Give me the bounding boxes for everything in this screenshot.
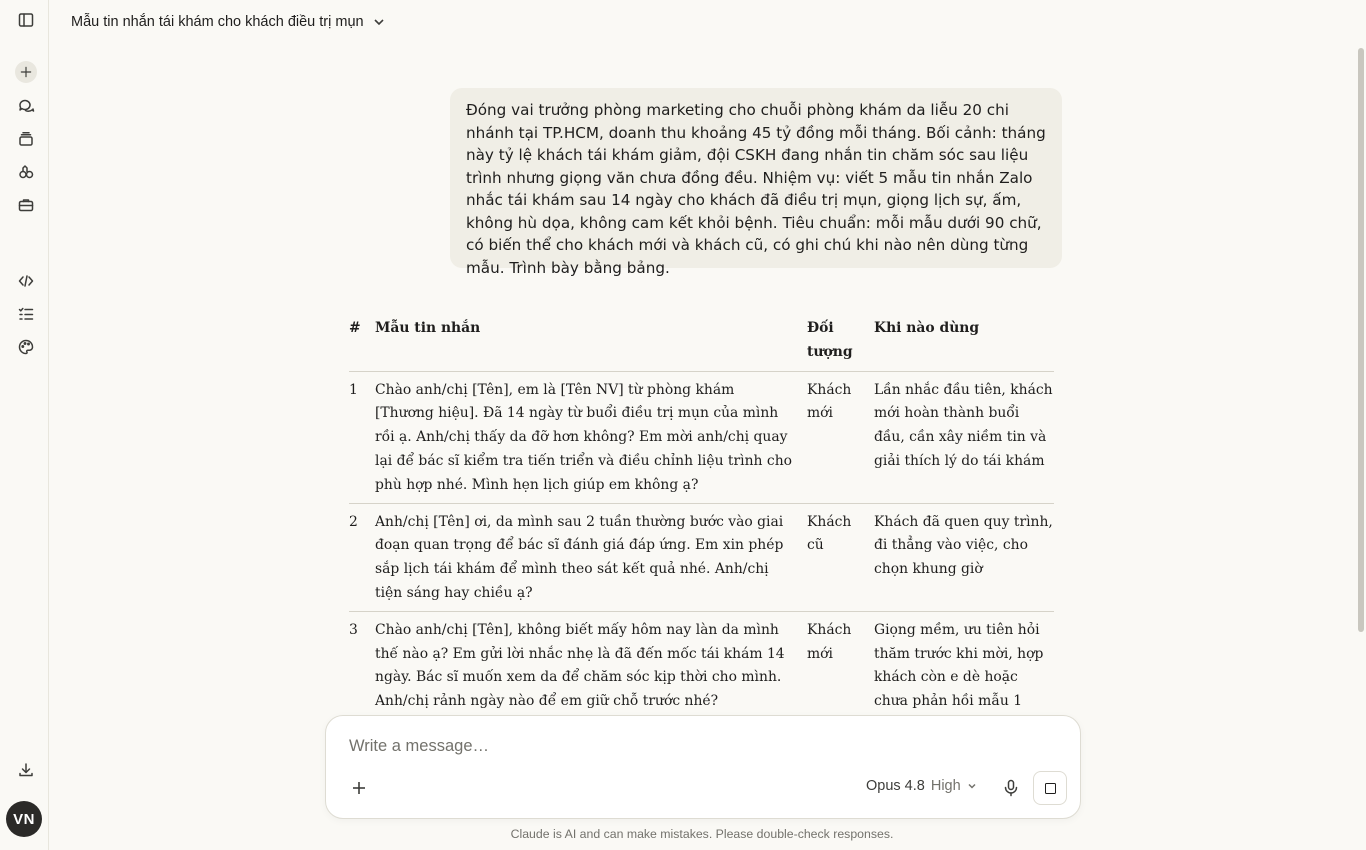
table-row <box>349 503 1054 611</box>
code-icon[interactable] <box>13 268 39 294</box>
row-number: 1 <box>349 371 375 503</box>
usage-note: Lần nhắc đầu tiên, khách mới hoàn thành buổi đầu, cần xây niềm tin và giải thích lý do tái khám <box>874 371 1054 503</box>
conversation-title: Mẫu tin nhắn tái khám cho khách điều trị mụn <box>71 14 364 30</box>
message-template: Chào anh/chị [Tên], không biết mấy hôm nay làn da mình thế nào ạ? Em gửi lời nhắc nhẹ là đã đến mốc tái khám 14 ngày. Bác sĩ muốn xem da để chăm sóc kịp thời cho mình. Anh/chị rảnh ngày nào để em giữ chỗ trước nhé? <box>375 611 807 717</box>
stop-button[interactable] <box>1033 771 1067 805</box>
sidebar <box>0 0 49 850</box>
table-header-row <box>349 313 1054 371</box>
palette-icon[interactable] <box>13 334 39 360</box>
table-row <box>349 611 1054 717</box>
briefcase-icon[interactable] <box>13 192 39 218</box>
audience: Khách mới <box>807 371 874 503</box>
effort-level: High <box>930 778 961 794</box>
plus-icon <box>351 780 367 796</box>
add-attachment-button[interactable] <box>348 777 370 799</box>
table-header-cell: # <box>349 320 361 336</box>
chevron-down-icon <box>967 781 977 791</box>
stop-icon <box>1045 783 1056 794</box>
model-name: Opus 4.8 <box>866 778 925 794</box>
microphone-icon <box>1003 779 1019 797</box>
audience: Khách mới <box>807 611 874 717</box>
sidebar-toggle-icon[interactable] <box>13 7 39 33</box>
row-number: 3 <box>349 611 375 717</box>
message-template: Anh/chị [Tên] ơi, da mình sau 2 tuần thường bước vào giai đoạn quan trọng để bác sĩ đánh giá đáp ứng. Em xin phép sắp lịch tái khám để mình theo sát kết quả nhé. Anh/chị tiện sáng hay chiều ạ? <box>375 503 807 611</box>
table-header-cell: Đối tượng <box>807 320 853 360</box>
assistant-response <box>349 313 1054 717</box>
table-row <box>349 371 1054 503</box>
microphone-button[interactable] <box>1000 777 1022 799</box>
table-header-cell: Khi nào dùng <box>874 320 980 336</box>
usage-note: Khách đã quen quy trình, đi thẳng vào việc, cho chọn khung giờ <box>874 503 1054 611</box>
tasks-icon[interactable] <box>13 301 39 327</box>
chevron-down-icon <box>372 15 386 29</box>
response-table <box>349 313 1054 717</box>
artifacts-icon[interactable] <box>13 159 39 185</box>
download-icon[interactable] <box>13 757 39 783</box>
avatar[interactable]: VN <box>6 801 42 837</box>
user-message: Đóng vai trưởng phòng marketing cho chuỗi phòng khám da liễu 20 chi nhánh tại TP.HCM, doanh thu khoảng 45 tỷ đồng mỗi tháng. Bối cảnh: tháng này tỷ lệ khách tái khám giảm, đội CSKH đang nhắn tin chăm sóc sau liệu trình nhưng giọng văn chưa đồng đều. Nhiệm vụ: viết 5 mẫu tin nhắn Zalo nhắc tái khám sau 14 ngày cho khách đã điều trị mụn, giọng lịch sự, ấm, không hù dọa, không cam kết khỏi bệnh. Tiêu chuẩn: mỗi mẫu dưới 90 chữ, có biến thể cho khách mới và khách cũ, có ghi chú khi nào nên dùng từng mẫu. Trình bày bằng bảng. <box>450 88 1062 268</box>
conversation-title-dropdown[interactable] <box>71 14 386 30</box>
disclaimer: Claude is AI and can make mistakes. Please double-check responses. <box>510 827 894 841</box>
usage-note: Giọng mềm, ưu tiên hỏi thăm trước khi mời, hợp khách còn e dè hoặc chưa phản hồi mẫu 1 <box>874 611 1054 717</box>
table-header-cell: Mẫu tin nhắn <box>375 320 481 336</box>
scrollbar[interactable] <box>1358 48 1364 632</box>
message-input[interactable] <box>347 736 1051 757</box>
new-chat-button[interactable] <box>15 61 37 83</box>
chats-icon[interactable] <box>13 93 39 119</box>
audience: Khách cũ <box>807 503 874 611</box>
row-number: 2 <box>349 503 375 611</box>
message-template: Chào anh/chị [Tên], em là [Tên NV] từ phòng khám [Thương hiệu]. Đã 14 ngày từ buổi điều trị mụn của mình rồi ạ. Anh/chị thấy da đỡ hơn không? Em mời anh/chị quay lại để bác sĩ kiểm tra tiến triển và điều chỉnh liệu trình cho phù hợp nhé. Mình hẹn lịch giúp em không ạ? <box>375 371 807 503</box>
message-composer <box>325 715 1081 819</box>
model-selector[interactable] <box>866 778 977 794</box>
projects-icon[interactable] <box>13 126 39 152</box>
